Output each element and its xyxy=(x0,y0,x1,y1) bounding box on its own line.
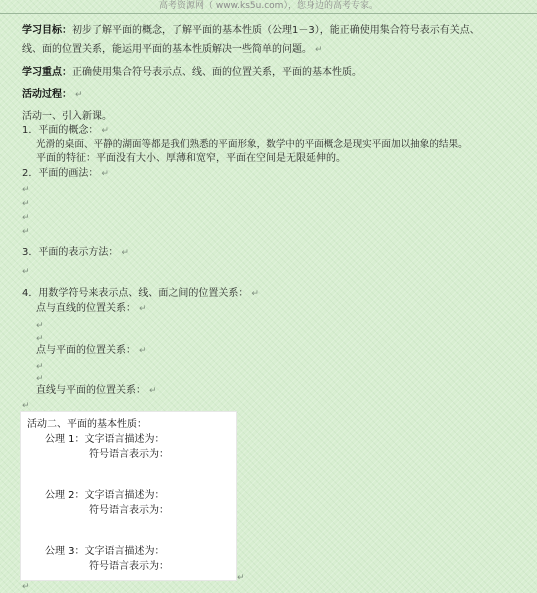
axiom3-symbol: 符号语言表示为： xyxy=(89,561,169,572)
paragraph-mark: ↵ xyxy=(75,90,83,100)
paragraph-mark: ↵ xyxy=(22,213,30,223)
objectives-text-1: 初步了解平面的概念，了解平面的基本性质（公理1－3），能正确使用集合符号表示有关点、 xyxy=(72,25,480,36)
paragraph-mark: ↵ xyxy=(315,45,323,55)
paragraph-mark: ↵ xyxy=(36,362,44,372)
axiom2-symbol: 符号语言表示为： xyxy=(89,505,169,516)
paragraph-mark: ↵ xyxy=(22,267,30,277)
axiom2-text: 公理 2：文字语言描述为： xyxy=(45,490,165,501)
relation-line-plane xyxy=(36,384,157,398)
item3-line xyxy=(22,246,129,260)
item1-heading: 1．平面的概念： xyxy=(22,125,99,136)
paragraph-mark: ↵ xyxy=(251,289,259,299)
paragraph-mark: ↵ xyxy=(237,573,245,583)
relation-line-plane-label: 直线与平面的位置关系： xyxy=(36,385,146,396)
paragraph-mark: ↵ xyxy=(22,185,30,195)
paragraph-mark: ↵ xyxy=(36,321,44,331)
item3-heading: 3．平面的表示方法： xyxy=(22,247,119,258)
item4-line xyxy=(22,287,259,301)
page-header: 高考资源网（ www.ks5u.com），您身边的高考专家。 xyxy=(159,1,378,11)
axiom3-text: 公理 3：文字语言描述为： xyxy=(45,546,165,557)
activity1-title: 活动一、引入新课。 xyxy=(22,111,112,122)
paragraph-mark: ↵ xyxy=(22,582,30,592)
key-points-text: 正确使用集合符号表示点、线、面的位置关系，平面的基本性质。 xyxy=(72,67,362,78)
key-points-line xyxy=(22,66,362,80)
paragraph-mark: ↵ xyxy=(139,346,147,356)
paragraph-mark: ↵ xyxy=(121,248,129,258)
paragraph-mark: ↵ xyxy=(101,126,109,136)
paragraph-mark: ↵ xyxy=(36,334,44,344)
objectives-line-2 xyxy=(22,43,323,57)
objectives-text-2: 线、面的位置关系，能运用平面的基本性质解决一些简单的问题。 xyxy=(22,44,312,55)
item1-line-2: 平面的特征：平面没有大小、厚薄和宽窄，平面在空间是无限延伸的。 xyxy=(36,153,346,164)
paragraph-mark: ↵ xyxy=(22,401,30,411)
paragraph-mark: ↵ xyxy=(22,227,30,237)
relation-point-plane-label: 点与平面的位置关系： xyxy=(36,345,136,356)
activity2-box xyxy=(20,411,237,581)
key-points-label: 学习重点： xyxy=(22,67,72,78)
process-line xyxy=(22,88,83,102)
header-divider xyxy=(0,13,537,14)
relation-point-line xyxy=(36,302,147,316)
item1-line xyxy=(22,124,109,138)
relation-point-line-label: 点与直线的位置关系： xyxy=(36,303,136,314)
item2-heading: 2．平面的画法： xyxy=(22,168,99,179)
item4-heading: 4．用数学符号来表示点、线、面之间的位置关系： xyxy=(22,288,249,299)
paragraph-mark: ↵ xyxy=(36,374,44,384)
paragraph-mark: ↵ xyxy=(22,199,30,209)
axiom1-symbol: 符号语言表示为： xyxy=(89,449,169,460)
item1-line-1: 光滑的桌面、平静的湖面等都是我们熟悉的平面形象，数学中的平面概念是现实平面加以抽象的结果。 xyxy=(36,139,468,150)
process-label: 活动过程： xyxy=(22,89,72,100)
relation-point-plane xyxy=(36,344,147,358)
item2-line xyxy=(22,167,109,181)
paragraph-mark: ↵ xyxy=(101,169,109,179)
paragraph-mark: ↵ xyxy=(139,304,147,314)
paragraph-mark: ↵ xyxy=(149,386,157,396)
objectives-label: 学习目标： xyxy=(22,25,72,36)
objectives-line-1 xyxy=(22,24,480,38)
axiom1-text: 公理 1：文字语言描述为： xyxy=(45,434,165,445)
activity2-title: 活动二、平面的基本性质： xyxy=(27,419,147,430)
